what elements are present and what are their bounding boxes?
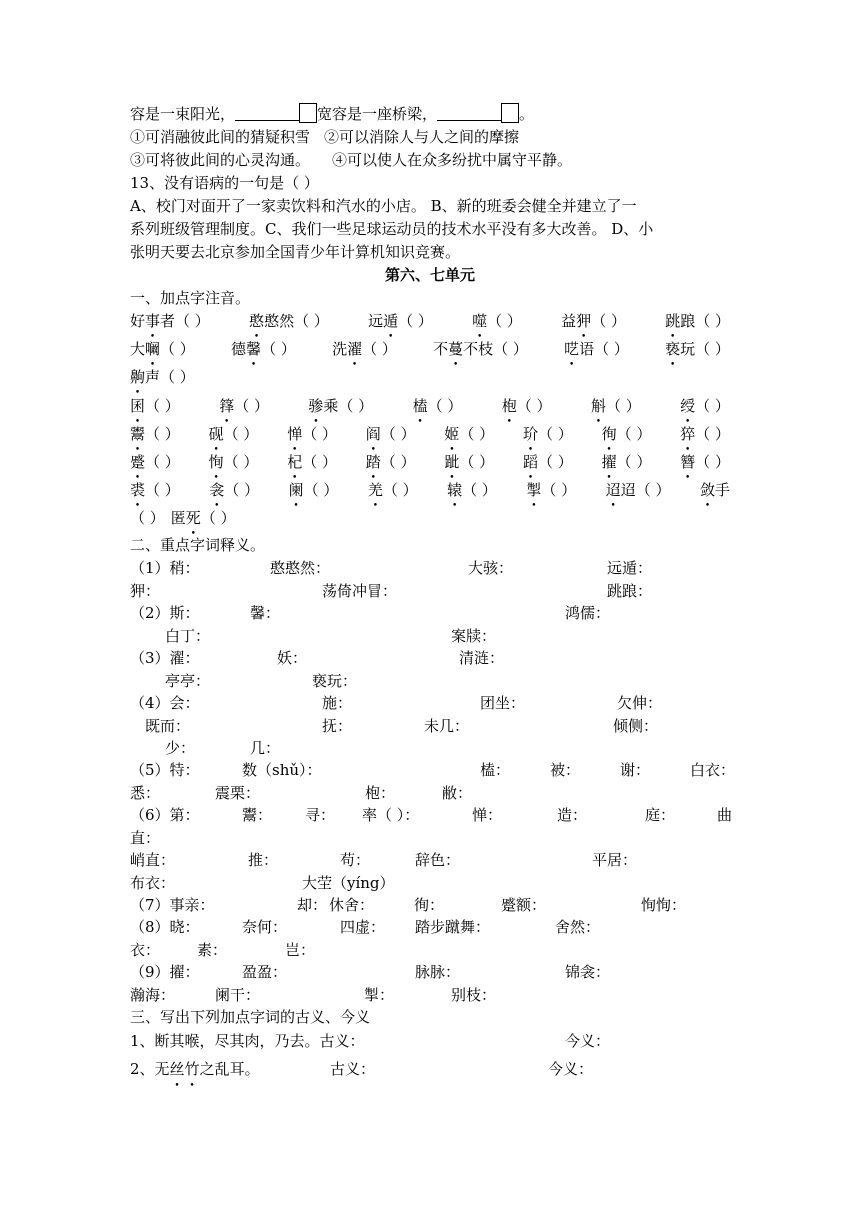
dotted-char: 狎 [576, 311, 592, 330]
pinyin-item [665, 338, 730, 359]
dotted-char: 囷 [130, 396, 146, 415]
pinyin-item-text: （ ） [380, 424, 416, 443]
dotted-char: 辕 [447, 480, 463, 499]
pinyin-item-text: 手 [714, 480, 730, 499]
pinyin-item [665, 310, 730, 331]
dotted-char: 敛 [699, 480, 715, 499]
definition-term: 少： [165, 739, 196, 757]
q12-fill-line: 容是一束阳光， 宽容是一座桥梁， 。 [130, 105, 535, 123]
definition-term: 欠伸： [617, 694, 663, 712]
dotted-char: 掣 [526, 480, 542, 499]
definition-term: 舍然： [555, 918, 601, 936]
pinyin-item-text: （ ） [261, 339, 296, 358]
definition-term: 布衣： [130, 874, 176, 892]
q12-option-3: ③可将彼此间的心灵沟通。 [130, 151, 311, 169]
pinyin-item-text: 好 [130, 311, 146, 330]
pinyin-item [680, 451, 730, 472]
pinyin-item-text: （ ） [145, 452, 180, 471]
q12-option-4: ④可以使人在众多纷扰中属守平静。 [332, 151, 573, 169]
pinyin-item-text: （ ） [224, 480, 260, 499]
pinyin-item [287, 423, 337, 444]
pinyin-item-text: 洗 [332, 339, 348, 358]
dotted-char: 擢 [601, 452, 617, 471]
pinyin-item [444, 451, 494, 472]
definition-term: 锦衾： [565, 963, 611, 981]
dotted-char: 砚 [208, 424, 224, 443]
definition-term: 鸿儒： [565, 604, 611, 622]
pinyin-item-text: （ ） [234, 396, 269, 415]
definition-term: 谢： [620, 761, 651, 779]
pinyin-item [219, 395, 269, 416]
dotted-char: 枹 [501, 396, 517, 415]
dotted-char: 事 [145, 311, 161, 330]
definition-term: 妖： [277, 649, 308, 667]
section-2-title: 二、重点字词释义。 [130, 536, 266, 554]
pinyin-item-text: （ ） [459, 452, 495, 471]
definition-term: 平居： [592, 851, 638, 869]
pinyin-item-text: （ ） [145, 396, 180, 415]
pinyin-item-text: （ ） [398, 311, 433, 330]
definition-term: （1）稍： [130, 559, 200, 577]
ancient-modern-q2-jin: 今义： [548, 1060, 594, 1078]
q13-options-line-3: 张明天要去北京参加全国青少年计算机知识竞赛。 [130, 243, 461, 261]
pinyin-item-text: （ ） [695, 424, 730, 443]
pinyin-item-text: （ ） [302, 452, 337, 471]
definition-term: 庭： [645, 806, 676, 824]
pinyin-item-text: 语（ ） [579, 339, 629, 358]
pinyin-item-text: （ ） [145, 480, 180, 499]
q12-option-2: ②可以消除人与人之间的摩擦 [324, 128, 520, 146]
pinyin-item-text: （ ） [695, 452, 730, 471]
definition-term: 震栗： [215, 784, 261, 802]
dotted-char: 蔓 [448, 339, 464, 358]
q13-title: 13、没有语病的一句是（ ） [130, 174, 319, 192]
dotted-char: 蹙 [130, 452, 146, 471]
pinyin-item-text: （ ） [302, 424, 337, 443]
definition-term: 别枝： [451, 986, 497, 1004]
definition-term: 亭亭： [165, 672, 211, 690]
definition-term: 枹： [365, 784, 396, 802]
pinyin-item-text: （ ） [516, 396, 552, 415]
definition-term: 榼： [480, 761, 511, 779]
dotted-char: 丝 [169, 1060, 185, 1078]
pinyin-item [447, 479, 497, 500]
dotted-char: 惮 [287, 424, 303, 443]
dotted-char: 竹 [184, 1060, 200, 1078]
pinyin-item [368, 310, 433, 331]
pinyin-item [289, 479, 339, 500]
pinyin-item [602, 423, 652, 444]
pinyin-item-text: 者（ ） [160, 311, 210, 330]
pinyin-item [366, 451, 416, 472]
unit-heading: 第六、七单元 [384, 266, 475, 284]
pinyin-item [606, 479, 671, 500]
pinyin-item-text: 踉（ ） [680, 311, 730, 330]
dotted-char: 迢 [605, 480, 621, 499]
answer-blank-1[interactable] [235, 106, 299, 121]
pinyin-item-text: 乘（ ） [323, 396, 374, 415]
definition-term: （4）会： [130, 694, 200, 712]
pinyin-item-text: （ ） [223, 424, 259, 443]
pinyin-item-text: （ ） [537, 452, 573, 471]
ancient-modern-q2: 2、无丝竹之乱耳。 [130, 1060, 260, 1078]
dotted-char: 簪 [680, 452, 696, 471]
dotted-char: 噬 [472, 311, 488, 330]
pinyin-item-text: （ ） [223, 452, 259, 471]
definition-term: 岂： [285, 941, 316, 959]
definition-term: 白衣： [690, 761, 736, 779]
definition-term: 数（shǔ）： [242, 761, 322, 779]
pinyin-item-text: （ ） [695, 396, 730, 415]
definition-term: 大骇： [468, 559, 514, 577]
dotted-char: 徇 [601, 424, 617, 443]
definition-term: 徇： [414, 896, 445, 914]
pinyin-item-text: 憨然（ ） [264, 311, 329, 330]
definition-term: 寻： [305, 806, 336, 824]
pinyin-item [249, 310, 329, 331]
dotted-char: 骖 [308, 396, 324, 415]
definition-term: 峭直： [130, 851, 176, 869]
pinyin-item [591, 395, 641, 416]
dotted-char: 玠 [522, 424, 538, 443]
pinyin-item [209, 479, 259, 500]
pinyin-item-text: （ ） [303, 480, 339, 499]
dotted-char: 裘 [130, 480, 146, 499]
pinyin-item [472, 310, 522, 331]
pinyin-item [130, 310, 210, 331]
pinyin-item-text: 声（ ） [145, 367, 195, 386]
definition-term: 惮： [472, 806, 503, 824]
definition-term: 率（ ）： [362, 806, 420, 824]
pinyin-item-text: （ ） [462, 480, 497, 499]
definition-term: 造： [557, 806, 588, 824]
dotted-char: 姬 [444, 424, 460, 443]
dotted-char: 鬻 [130, 424, 146, 443]
definition-term: 抚： [322, 717, 353, 735]
pinyin-item-text: （ ） [541, 480, 577, 499]
pinyin-item [680, 395, 730, 416]
pinyin-item [130, 423, 180, 444]
definition-term: 未几： [424, 717, 470, 735]
dotted-char: 榼 [412, 396, 428, 415]
pinyin-item-text: （ ） [459, 424, 495, 443]
pinyin-row-3 [130, 365, 730, 387]
definition-term: 荡倚冲冒： [322, 582, 398, 600]
pinyin-item [231, 338, 296, 359]
dotted-char: 蹈 [522, 452, 538, 471]
definition-term: 踏步蹴舞： [415, 918, 491, 936]
definition-term: 团坐： [480, 694, 526, 712]
pinyin-row-1 [130, 309, 730, 331]
pinyin-item [130, 507, 165, 528]
dotted-char: 羌 [367, 480, 383, 499]
pinyin-item [209, 451, 259, 472]
definition-term: 盈盈： [242, 963, 288, 981]
definition-term: 瀚海： [130, 986, 176, 1004]
pinyin-row-6 [130, 450, 730, 472]
definition-term: 敝： [442, 784, 473, 802]
pinyin-item [308, 395, 373, 416]
pinyin-item-text: （ ） [616, 424, 652, 443]
definition-term: 休舍： [329, 896, 375, 914]
definition-term: 直： [130, 829, 161, 847]
pinyin-row-8 [130, 506, 730, 528]
definition-term: （2）斯： [130, 604, 200, 622]
pinyin-item [526, 479, 576, 500]
answer-box-2[interactable] [501, 103, 519, 123]
pinyin-item [602, 451, 652, 472]
dotted-char: 憨 [249, 311, 265, 330]
definition-term: 却： [297, 896, 328, 914]
pinyin-item [130, 395, 180, 416]
definition-term: 案牍： [451, 627, 497, 645]
dotted-char: 齁 [130, 367, 146, 386]
definition-term: 脉脉： [415, 963, 461, 981]
ancient-modern-q1-jin: 今义： [565, 1032, 611, 1050]
definition-term: 辞色： [415, 851, 461, 869]
dotted-char: 馨 [246, 339, 262, 358]
pinyin-item [564, 338, 629, 359]
pinyin-item-text: （ ） [537, 424, 573, 443]
pinyin-item-text: （ ） [145, 424, 180, 443]
definition-term: 蹙额： [501, 896, 547, 914]
definition-term: 施： [322, 694, 353, 712]
definition-term: 苟： [340, 851, 371, 869]
dotted-char: 杞 [287, 452, 303, 471]
pinyin-item [523, 423, 573, 444]
pinyin-item-text: （ ） [200, 508, 236, 527]
pinyin-row-4 [130, 394, 730, 416]
ancient-modern-q1: 1、断其喉，尽其肉，乃去。古义： [130, 1032, 365, 1050]
definition-term: 素： [197, 941, 228, 959]
definition-term: 衣： [130, 941, 161, 959]
pinyin-item [444, 423, 494, 444]
dotted-char: 亵 [665, 339, 681, 358]
definition-term: 几： [250, 739, 281, 757]
pinyin-item-text: 不 [433, 339, 449, 358]
dotted-char: 阑 [288, 480, 304, 499]
dotted-char: 遁 [383, 311, 399, 330]
pinyin-item [413, 395, 463, 416]
definition-term: 被： [550, 761, 581, 779]
definition-term: 推： [248, 851, 279, 869]
pinyin-item-text: （ ） [130, 508, 165, 527]
pinyin-item-text: 德 [231, 339, 247, 358]
pinyin-item-text: （ ） [616, 452, 652, 471]
definition-term: 四虚： [340, 918, 386, 936]
pinyin-item [209, 423, 259, 444]
definition-term: （7）事亲： [130, 896, 215, 914]
dotted-char: 恂 [208, 452, 224, 471]
definition-term: 憨憨然： [270, 559, 331, 577]
dotted-char: 绶 [680, 396, 696, 415]
definition-term: 白丁： [165, 627, 211, 645]
pinyin-item-text: 迢（ ） [620, 480, 671, 499]
q12-options-row-2 [130, 149, 572, 171]
pinyin-item-text: （ ） [382, 480, 418, 499]
dotted-char: 死 [185, 508, 201, 527]
pinyin-item-text: 匿 [170, 508, 186, 527]
definition-term: 馨： [250, 604, 281, 622]
pinyin-item-text: （ ） [380, 452, 416, 471]
dotted-char: 阎 [365, 424, 381, 443]
q13-options-line-1: A、校门对面开了一家卖饮料和汽水的小店。 B、新的班委会健全并建立了一 [130, 197, 637, 215]
dotted-char: 呓 [564, 339, 580, 358]
q12-option-1: ①可消融彼此间的猜疑积雪 [130, 128, 311, 146]
dotted-char: 跳 [665, 311, 681, 330]
definition-term: （8）晓： [130, 918, 200, 936]
pinyin-item [130, 366, 195, 387]
pinyin-item [130, 479, 180, 500]
pinyin-item [502, 395, 552, 416]
dotted-char: 箨 [219, 396, 235, 415]
pinyin-item-text: 不枝（ ） [463, 339, 528, 358]
dotted-char: 濯 [347, 339, 363, 358]
pinyin-row-5 [130, 422, 730, 444]
pinyin-item-text: （ ） [362, 339, 397, 358]
definition-term: （9）擢： [130, 963, 200, 981]
definition-term: 大茔（yíng） [302, 874, 395, 892]
q13-options-line-2: 系列班级管理制度。C、我们一些足球运动员的技术水平没有多大改善。 D、小 [130, 220, 654, 238]
section-3-title: 三、写出下列加点字词的古义、今义 [130, 1008, 371, 1026]
pinyin-item [366, 423, 416, 444]
definition-term: （3）濯： [130, 649, 200, 667]
pinyin-item [561, 310, 626, 331]
pinyin-item [287, 451, 337, 472]
pinyin-item-text: 远 [368, 311, 384, 330]
pinyin-item [680, 423, 730, 444]
definition-term: 鬻： [242, 806, 273, 824]
definition-term: 掣： [364, 986, 395, 1004]
dotted-char: 斛 [590, 396, 606, 415]
pinyin-item-text: 益 [561, 311, 577, 330]
definition-term: 远遁： [607, 559, 653, 577]
pinyin-item-text: （ ） [605, 396, 641, 415]
dotted-char: 㘎 [145, 339, 161, 358]
ancient-modern-q2-gu: 古义： [330, 1060, 376, 1078]
pinyin-item [171, 507, 236, 528]
q12-options-row-1 [130, 126, 519, 148]
definition-term: 倾侧： [613, 717, 659, 735]
definition-term: 清涟： [459, 649, 505, 667]
definition-term: （5）特： [130, 761, 200, 779]
pinyin-item [130, 451, 180, 472]
pinyin-item [523, 451, 573, 472]
section-1-title: 一、加点字注音。 [130, 289, 251, 307]
pinyin-row-7 [130, 478, 730, 500]
definition-term: 曲 [717, 806, 733, 824]
pinyin-item [433, 338, 528, 359]
pinyin-item-text: （ ） [591, 311, 626, 330]
dotted-char: 猝 [680, 424, 696, 443]
definition-term: （6）第： [130, 806, 200, 824]
pinyin-item [368, 479, 418, 500]
pinyin-row-2 [130, 337, 730, 359]
pinyin-item-text: （ ） [160, 339, 195, 358]
answer-blank-2[interactable] [437, 106, 501, 121]
answer-box-1[interactable] [299, 103, 317, 123]
definition-term: 亵玩： [312, 672, 358, 690]
pinyin-item-text: 玩（ ） [680, 339, 730, 358]
definition-term: 跳踉： [607, 582, 653, 600]
dotted-char: 衾 [209, 480, 225, 499]
definition-term: 狎： [130, 582, 161, 600]
definition-term: 悉： [130, 784, 161, 802]
definition-term: 阑干： [215, 986, 261, 1004]
dotted-char: 踏 [365, 452, 381, 471]
dotted-char: 跐 [444, 452, 460, 471]
pinyin-item-text: （ ） [487, 311, 522, 330]
pinyin-item-text: 大 [130, 339, 146, 358]
pinyin-item [700, 479, 730, 500]
pinyin-item-text: （ ） [427, 396, 463, 415]
definition-term: 奈何： [242, 918, 288, 936]
pinyin-item [130, 338, 195, 359]
definition-term: 恂恂： [641, 896, 687, 914]
pinyin-item [332, 338, 397, 359]
definition-term: 既而： [145, 717, 191, 735]
